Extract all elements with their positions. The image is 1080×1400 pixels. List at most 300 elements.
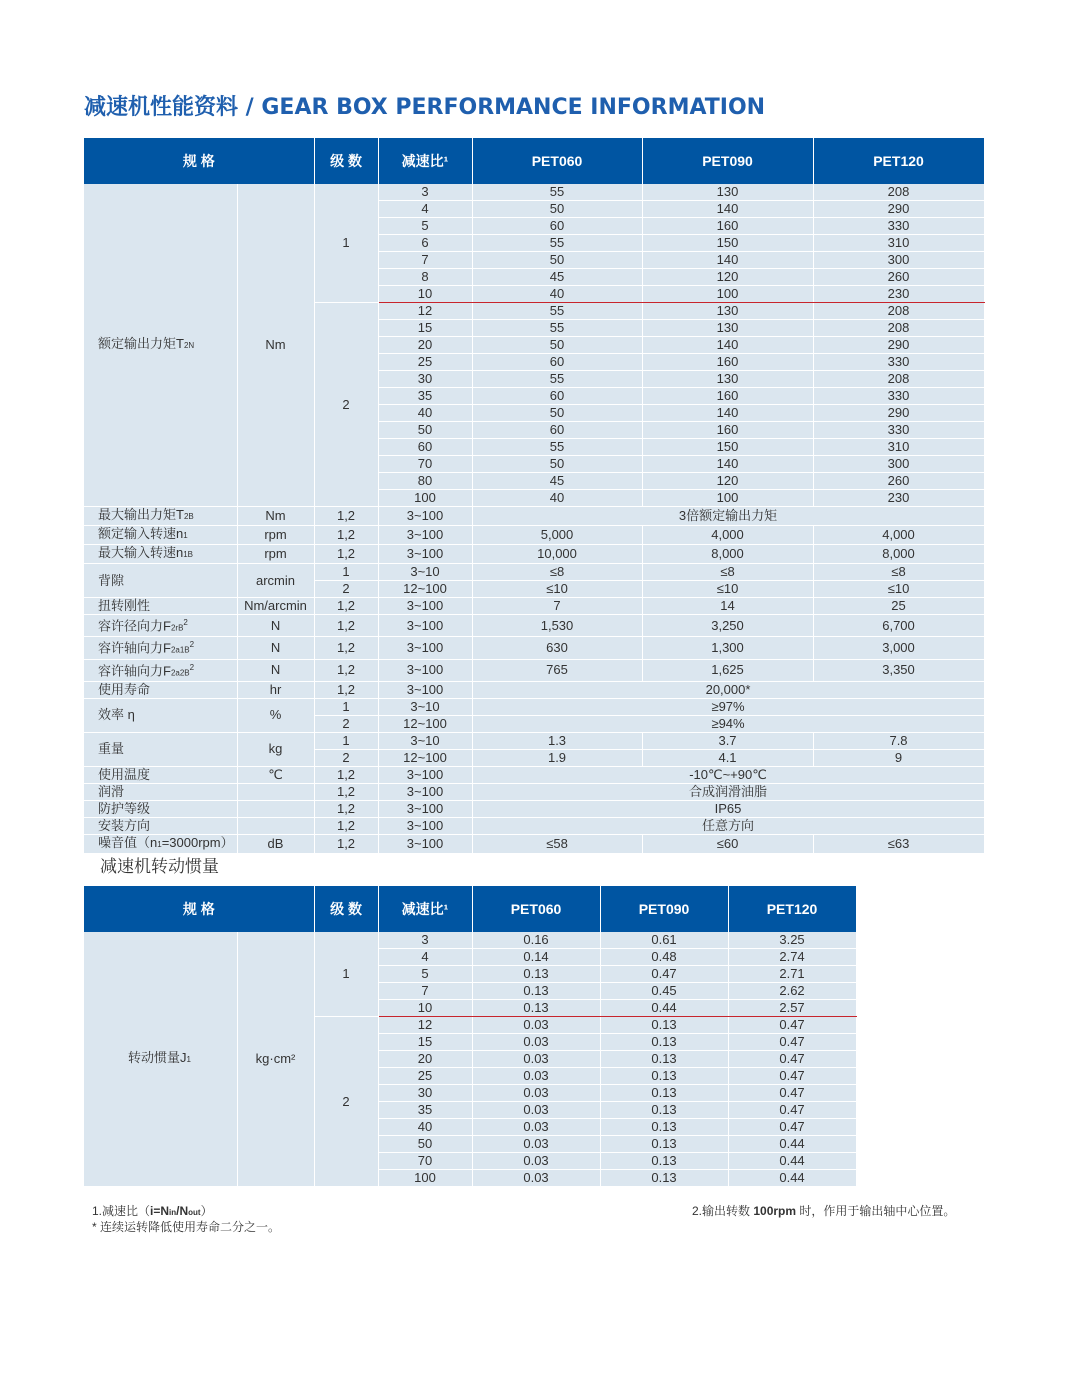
ratio-cell: 100: [378, 1170, 472, 1187]
value-cell: 7: [472, 598, 642, 615]
ratio-cell: 12~100: [378, 581, 472, 598]
table-row: [84, 184, 984, 201]
value-cell: 50: [472, 405, 642, 422]
value-cell: 55: [472, 184, 642, 201]
table-row: [84, 564, 984, 581]
footnote-speed-suffix: 时，作用于输出轴中心位置。: [796, 1204, 956, 1218]
value-cell: 140: [642, 337, 813, 354]
spec-label-text: 容许径向力F: [98, 618, 171, 634]
value-cell: 0.03: [472, 1085, 600, 1102]
header-ratio: 减速比¹: [378, 138, 472, 184]
ratio-cell: 100: [378, 490, 472, 507]
table-row: [84, 698, 984, 715]
value-cell: ≤10: [642, 581, 813, 598]
value-cell: 0.13: [600, 1085, 728, 1102]
value-cell: 130: [642, 320, 813, 337]
stage-cell: 1,2: [314, 507, 378, 526]
value-cell: 0.47: [728, 1034, 856, 1051]
ratio-cell: 3~100: [378, 834, 472, 853]
value-cell: 208: [813, 371, 984, 388]
value-span-cell: IP65: [472, 800, 984, 817]
ratio-cell: 7: [378, 252, 472, 269]
spec-label-text: 噪音值（n: [98, 834, 158, 850]
spec-label: [84, 659, 237, 681]
value-cell: 0.13: [600, 1153, 728, 1170]
stage-cell: 1: [314, 698, 378, 715]
value-cell: 290: [813, 201, 984, 218]
value-cell: 0.03: [472, 1119, 600, 1136]
stage-cell: 1,2: [314, 598, 378, 615]
value-cell: 100: [642, 490, 813, 507]
value-cell: 0.03: [472, 1136, 600, 1153]
value-cell: 1.9: [472, 749, 642, 766]
stage-cell: 1,2: [314, 817, 378, 834]
value-cell: 2.74: [728, 949, 856, 966]
table-row: [84, 545, 984, 564]
ratio-cell: 12: [378, 1017, 472, 1034]
spec-unit: N: [237, 659, 314, 681]
ratio-cell: 7: [378, 983, 472, 1000]
value-cell: 160: [642, 354, 813, 371]
value-cell: 45: [472, 269, 642, 286]
ratio-cell: 3~100: [378, 766, 472, 783]
value-cell: 55: [472, 320, 642, 337]
ratio-cell: 3: [378, 184, 472, 201]
stage-cell: 1,2: [314, 615, 378, 637]
value-span-cell: ≥97%: [472, 698, 984, 715]
value-cell: 3.7: [642, 732, 813, 749]
value-cell: 50: [472, 456, 642, 473]
spec-unit: Nm/arcmin: [237, 598, 314, 615]
value-cell: 310: [813, 235, 984, 252]
ratio-cell: 4: [378, 201, 472, 218]
value-cell: 0.03: [472, 1051, 600, 1068]
ratio-cell: 30: [378, 1085, 472, 1102]
value-cell: 50: [472, 201, 642, 218]
value-cell: 160: [642, 218, 813, 235]
table-row: [84, 615, 984, 637]
spec-label-text: 扭转刚性: [98, 598, 151, 613]
value-cell: 0.13: [600, 1034, 728, 1051]
ratio-cell: 3~10: [378, 698, 472, 715]
spec-unit: kg: [237, 732, 314, 766]
spec-label-superscript: 2: [183, 618, 188, 627]
ratio-cell: 70: [378, 456, 472, 473]
value-cell: 4,000: [813, 526, 984, 545]
value-cell: 160: [642, 422, 813, 439]
value-cell: 0.13: [600, 1017, 728, 1034]
spec-label-text: 容许轴向力F: [98, 640, 171, 656]
spec-label-text: 容许轴向力F: [98, 662, 171, 678]
ratio-cell: 40: [378, 1119, 472, 1136]
value-cell: 0.47: [728, 1119, 856, 1136]
value-cell: 60: [472, 218, 642, 235]
spec-label-superscript: 2: [189, 640, 195, 650]
stage-cell: 2: [314, 715, 378, 732]
value-cell: 40: [472, 490, 642, 507]
value-cell: 2.71: [728, 966, 856, 983]
value-cell: 0.48: [600, 949, 728, 966]
value-cell: 60: [472, 388, 642, 405]
spec-label-text: 重量: [98, 741, 125, 757]
ratio-cell: 12: [378, 303, 472, 320]
value-cell: 0.44: [728, 1170, 856, 1187]
ratio-cell: 20: [378, 337, 472, 354]
value-cell: 0.13: [472, 966, 600, 983]
header-model: PET090: [600, 886, 728, 932]
header-model: PET120: [813, 138, 984, 184]
value-cell: 0.47: [728, 1068, 856, 1085]
value-cell: 290: [813, 337, 984, 354]
table-row: [84, 834, 984, 853]
spec-unit: N: [237, 615, 314, 637]
spec-label-text: 安装方向: [98, 817, 151, 833]
value-cell: 5,000: [472, 526, 642, 545]
spec-label-text: 转动惯量J: [128, 1050, 187, 1065]
ratio-cell: 80: [378, 473, 472, 490]
value-cell: 150: [642, 439, 813, 456]
value-cell: 120: [642, 473, 813, 490]
value-cell: 140: [642, 201, 813, 218]
spec-unit: [237, 783, 314, 800]
value-cell: 4,000: [642, 526, 813, 545]
ratio-cell: 40: [378, 405, 472, 422]
footnote-ratio-mid: /N: [176, 1204, 189, 1218]
stage-cell: 1,2: [314, 800, 378, 817]
stage-cell: 1,2: [314, 783, 378, 800]
footnote-speed-prefix: 2.输出转数: [692, 1204, 754, 1218]
spec-label: [84, 732, 237, 766]
value-span-cell: ≥94%: [472, 715, 984, 732]
value-cell: 1,625: [642, 659, 813, 681]
spec-label-subscript: 2a1B: [170, 645, 190, 655]
spec-label: [84, 615, 237, 637]
value-cell: ≤10: [813, 581, 984, 598]
spec-label-text: 使用温度: [98, 766, 151, 782]
value-cell: 45: [472, 473, 642, 490]
value-cell: 0.45: [600, 983, 728, 1000]
value-cell: 260: [813, 473, 984, 490]
ratio-cell: 3~100: [378, 783, 472, 800]
value-cell: 2.62: [728, 983, 856, 1000]
footnote-ratio-formula: i=N: [150, 1204, 170, 1218]
ratio-cell: 3~100: [378, 817, 472, 834]
ratio-cell: 15: [378, 320, 472, 337]
ratio-cell: 3~100: [378, 507, 472, 526]
spec-unit: hr: [237, 681, 314, 698]
value-cell: 630: [472, 637, 642, 659]
ratio-cell: 3: [378, 932, 472, 949]
footnote-output-speed: [692, 1202, 955, 1219]
header-stage: 级 数: [314, 886, 378, 932]
value-cell: 0.47: [600, 966, 728, 983]
spec-unit: [237, 817, 314, 834]
value-span-cell: 20,000*: [472, 681, 984, 698]
spec-label: [84, 184, 237, 507]
value-cell: ≤58: [472, 834, 642, 853]
value-cell: 55: [472, 439, 642, 456]
value-cell: 6,700: [813, 615, 984, 637]
ratio-cell: 15: [378, 1034, 472, 1051]
value-cell: 160: [642, 388, 813, 405]
value-cell: 14: [642, 598, 813, 615]
value-cell: 208: [813, 303, 984, 320]
spec-unit: ℃: [237, 766, 314, 783]
stage-cell: 2: [314, 303, 378, 507]
spec-label: [84, 834, 237, 853]
ratio-cell: 35: [378, 388, 472, 405]
ratio-cell: 3~100: [378, 800, 472, 817]
value-span-cell: 合成润滑油脂: [472, 783, 984, 800]
spec-label-subscript: 2rB: [170, 623, 184, 633]
table-row: [84, 681, 984, 698]
ratio-cell: 20: [378, 1051, 472, 1068]
value-cell: 0.03: [472, 1017, 600, 1034]
value-cell: 0.16: [472, 932, 600, 949]
spec-label: [84, 545, 237, 564]
stage-cell: 1,2: [314, 834, 378, 853]
footnote-ratio-suffix: ）: [200, 1204, 213, 1218]
value-cell: 1.3: [472, 732, 642, 749]
stage-cell: 2: [314, 749, 378, 766]
ratio-cell: 3~100: [378, 598, 472, 615]
value-cell: 8,000: [642, 545, 813, 564]
ratio-cell: 6: [378, 235, 472, 252]
value-cell: 2.57: [728, 1000, 856, 1017]
ratio-cell: 3~100: [378, 637, 472, 659]
value-cell: 0.13: [600, 1119, 728, 1136]
spec-unit: dB: [237, 834, 314, 853]
ratio-cell: 35: [378, 1102, 472, 1119]
value-cell: 0.44: [728, 1136, 856, 1153]
spec-label-superscript: 2: [189, 662, 195, 672]
ratio-cell: 3~10: [378, 732, 472, 749]
value-cell: 50: [472, 337, 642, 354]
value-cell: 130: [642, 371, 813, 388]
value-cell: 7.8: [813, 732, 984, 749]
value-cell: 130: [642, 184, 813, 201]
spec-label-subscript: 1: [183, 531, 188, 540]
ratio-cell: 50: [378, 1136, 472, 1153]
spec-unit: N: [237, 637, 314, 659]
ratio-cell: 25: [378, 354, 472, 371]
header-model: PET090: [642, 138, 813, 184]
value-cell: 0.47: [728, 1102, 856, 1119]
ratio-cell: 10: [378, 1000, 472, 1017]
table-row: [84, 507, 984, 526]
ratio-cell: 3~100: [378, 545, 472, 564]
spec-unit: rpm: [237, 545, 314, 564]
value-cell: ≤60: [642, 834, 813, 853]
ratio-cell: 5: [378, 966, 472, 983]
stage-cell: 1: [314, 732, 378, 749]
spec-label-subscript: 1B: [183, 550, 194, 559]
value-cell: 0.44: [728, 1153, 856, 1170]
value-cell: 0.14: [472, 949, 600, 966]
value-cell: 0.13: [600, 1102, 728, 1119]
value-cell: 0.13: [600, 1051, 728, 1068]
ratio-cell: 60: [378, 439, 472, 456]
table-row: [84, 766, 984, 783]
ratio-cell: 5: [378, 218, 472, 235]
value-cell: 40: [472, 286, 642, 303]
value-cell: 300: [813, 252, 984, 269]
value-cell: 310: [813, 439, 984, 456]
value-cell: 55: [472, 235, 642, 252]
stage-cell: 2: [314, 581, 378, 598]
table-row: [84, 800, 984, 817]
spec-label-subscript: 1: [157, 839, 162, 849]
spec-label-text: 效率 η: [98, 707, 135, 723]
spec-label: [84, 817, 237, 834]
spec-label: [84, 698, 237, 732]
footnote-ratio: [92, 1202, 213, 1219]
value-cell: 100: [642, 286, 813, 303]
ratio-cell: 3~10: [378, 564, 472, 581]
spec-unit: Nm: [237, 507, 314, 526]
value-cell: 120: [642, 269, 813, 286]
value-cell: 150: [642, 235, 813, 252]
header-spec: 规 格: [84, 138, 314, 184]
value-cell: 55: [472, 371, 642, 388]
value-span-cell: 3倍额定输出力矩: [472, 507, 984, 526]
value-cell: 0.03: [472, 1068, 600, 1085]
value-cell: 0.13: [600, 1170, 728, 1187]
performance-table: [84, 138, 985, 854]
spec-label: [84, 766, 237, 783]
ratio-cell: 50: [378, 422, 472, 439]
value-cell: 208: [813, 184, 984, 201]
value-cell: 0.13: [600, 1136, 728, 1153]
spec-label-text: 最大输出力矩T: [98, 507, 184, 522]
value-cell: 0.03: [472, 1170, 600, 1187]
table-row: [84, 659, 984, 681]
value-cell: 55: [472, 303, 642, 320]
spec-unit: rpm: [237, 526, 314, 545]
spec-unit: arcmin: [237, 564, 314, 598]
value-cell: 0.47: [728, 1017, 856, 1034]
value-cell: 1,530: [472, 615, 642, 637]
value-cell: 3,350: [813, 659, 984, 681]
value-cell: 0.47: [728, 1085, 856, 1102]
footnote-ratio-prefix: 1.减速比（: [92, 1204, 151, 1218]
ratio-cell: 3~100: [378, 615, 472, 637]
value-cell: 330: [813, 422, 984, 439]
ratio-cell: 4: [378, 949, 472, 966]
spec-label-text: 防护等级: [98, 800, 151, 816]
spec-label-text: 润滑: [98, 783, 125, 799]
header-model: PET060: [472, 886, 600, 932]
spec-label: [84, 800, 237, 817]
header-spec: 规 格: [84, 886, 314, 932]
spec-unit: Nm: [237, 184, 314, 507]
value-cell: 3.25: [728, 932, 856, 949]
spec-label-text: 额定输出力矩T: [98, 336, 184, 351]
stage-cell: 1: [314, 932, 378, 1017]
ratio-cell: 25: [378, 1068, 472, 1085]
value-cell: 0.44: [600, 1000, 728, 1017]
footnote-lifetime: * 连续运转降低使用寿命二分之一。: [92, 1220, 281, 1234]
value-cell: 290: [813, 405, 984, 422]
inertia-table: [84, 886, 857, 1187]
value-cell: 260: [813, 269, 984, 286]
stage-cell: 1,2: [314, 659, 378, 681]
stage-cell: 1: [314, 184, 378, 303]
footnote-sub-in: in: [169, 1208, 177, 1217]
table-row: [84, 637, 984, 659]
value-cell: 0.13: [600, 1068, 728, 1085]
page-title: 减速机性能资料 / GEAR BOX PERFORMANCE INFORMATION: [84, 95, 766, 120]
value-cell: ≤63: [813, 834, 984, 853]
spec-label: [84, 783, 237, 800]
spec-label-text: 使用寿命: [98, 681, 151, 697]
value-cell: 0.13: [472, 1000, 600, 1017]
value-cell: 25: [813, 598, 984, 615]
table-row: [84, 783, 984, 800]
ratio-cell: 70: [378, 1153, 472, 1170]
value-cell: 330: [813, 354, 984, 371]
spec-label-text: 背隙: [98, 572, 125, 588]
table-row: [84, 932, 856, 949]
value-cell: 9: [813, 749, 984, 766]
spec-label: [84, 932, 237, 1187]
spec-label-text: =3000rpm）: [161, 834, 234, 850]
value-cell: 300: [813, 456, 984, 473]
value-cell: 208: [813, 320, 984, 337]
ratio-cell: 3~100: [378, 659, 472, 681]
spec-label: [84, 681, 237, 698]
ratio-cell: 12~100: [378, 715, 472, 732]
table-row: [84, 598, 984, 615]
ratio-cell: 3~100: [378, 526, 472, 545]
header-model: PET120: [728, 886, 856, 932]
table-row: [84, 526, 984, 545]
value-cell: 140: [642, 405, 813, 422]
spec-unit: kg·cm²: [237, 932, 314, 1187]
stage-cell: 1,2: [314, 545, 378, 564]
value-cell: 8,000: [813, 545, 984, 564]
value-cell: 0.13: [472, 983, 600, 1000]
stage-cell: 1,2: [314, 526, 378, 545]
spec-unit: %: [237, 698, 314, 732]
footnote-sub-out: out: [188, 1208, 201, 1217]
value-cell: 0.03: [472, 1153, 600, 1170]
value-cell: ≤8: [472, 564, 642, 581]
spec-label-subscript: 1: [186, 1055, 191, 1064]
ratio-cell: 10: [378, 286, 472, 303]
value-cell: 230: [813, 490, 984, 507]
spec-label-text: 额定输入转速n: [98, 526, 184, 541]
value-cell: 0.03: [472, 1102, 600, 1119]
value-cell: 0.61: [600, 932, 728, 949]
footnote-speed-value: 100rpm: [753, 1204, 797, 1218]
spec-label: [84, 507, 237, 526]
value-cell: 765: [472, 659, 642, 681]
ratio-cell: 8: [378, 269, 472, 286]
stage-cell: 1,2: [314, 766, 378, 783]
stage-cell: 1,2: [314, 637, 378, 659]
spec-label-subscript: 2B: [183, 512, 194, 521]
header-model: PET060: [472, 138, 642, 184]
value-cell: 10,000: [472, 545, 642, 564]
value-cell: 330: [813, 388, 984, 405]
value-cell: 330: [813, 218, 984, 235]
value-cell: 60: [472, 354, 642, 371]
spec-label: [84, 526, 237, 545]
value-cell: 0.47: [728, 1051, 856, 1068]
value-cell: 60: [472, 422, 642, 439]
spec-label: [84, 598, 237, 615]
